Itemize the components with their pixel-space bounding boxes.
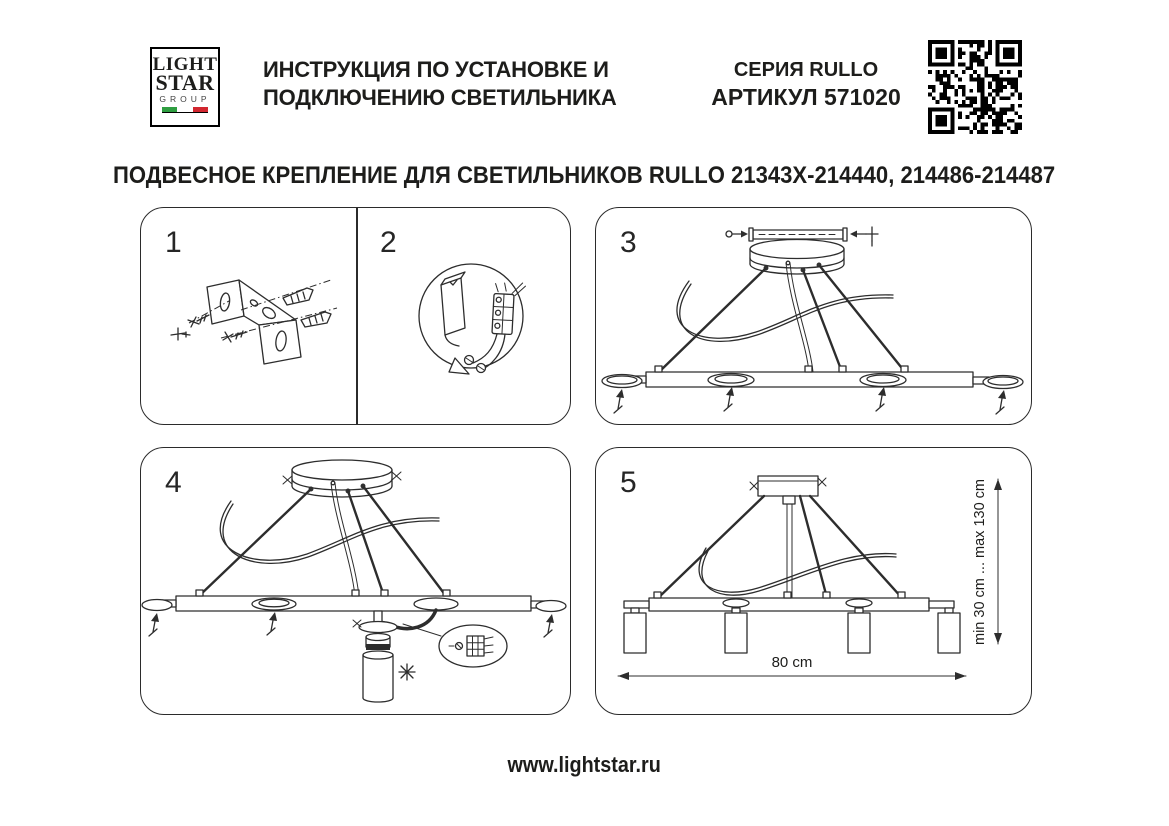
article-label: АРТИКУЛ 571020 — [711, 84, 901, 110]
screw-up-icon — [544, 614, 554, 637]
qr-code-icon — [928, 40, 1022, 134]
series-article-block — [700, 58, 912, 110]
footer — [0, 752, 1169, 778]
terminal-block-icon — [492, 282, 526, 336]
title-line-2: ПОДКЛЮЧЕНИЮ СВЕТИЛЬНИКА — [263, 85, 617, 110]
panel-step-3 — [595, 207, 1032, 425]
height-dimension-label: min 30 cm ... max 130 cm — [972, 479, 988, 645]
logo-group-text: GROUP — [159, 94, 211, 104]
screw-up-icon — [149, 613, 159, 636]
shade-attachment-diagram — [142, 460, 566, 702]
panel-step-5 — [595, 447, 1032, 715]
step-1-number: 1 — [165, 226, 182, 259]
logo-star-text: STAR — [155, 70, 215, 95]
screw-up-icon — [724, 387, 734, 411]
website-text: www.lightstar.ru — [507, 752, 662, 777]
wiring-detail-diagram — [419, 264, 526, 374]
step-3-number: 3 — [620, 226, 637, 259]
assembled-fixture-diagram — [618, 476, 1002, 680]
step-2-number: 2 — [380, 226, 397, 259]
step-5-number: 5 — [620, 466, 637, 499]
panel-step-4 — [140, 447, 571, 715]
suspension-mounting-diagram — [602, 227, 1023, 414]
screw-up-icon — [876, 387, 886, 411]
step-1-2-drawing — [141, 208, 572, 426]
screw-cross-icon — [399, 664, 415, 680]
wall-plug-icon — [301, 312, 331, 327]
screw-cross-icon — [171, 328, 190, 340]
screw-up-icon — [614, 389, 624, 413]
subtitle-text: ПОДВЕСНОЕ КРЕПЛЕНИЕ ДЛЯ СВЕТИЛЬНИКОВ RULLO 21343X-214440, 214486-214487 — [113, 162, 1056, 189]
screw-up-icon — [267, 612, 277, 635]
page-title — [263, 56, 617, 112]
italian-flag-stripe — [162, 107, 208, 113]
step-4-number: 4 — [165, 466, 182, 499]
step-3-drawing — [596, 208, 1030, 423]
title-line-1: ИНСТРУКЦИЯ ПО УСТАНОВКЕ И — [263, 57, 609, 82]
logo-light-text: LIGHT — [152, 54, 218, 75]
screw-up-icon — [996, 390, 1006, 414]
step-5-drawing — [596, 448, 1030, 713]
screw-cross-icon — [866, 227, 878, 246]
mounting-bracket-diagram — [171, 280, 337, 364]
lightstar-logo — [150, 47, 220, 127]
step-4-drawing — [141, 448, 569, 713]
subtitle-row — [0, 162, 1169, 190]
series-label: СЕРИЯ RULLO — [733, 59, 879, 81]
panel-step-1-2 — [140, 207, 571, 425]
screw-icon — [188, 315, 209, 327]
width-dimension-label: 80 cm — [771, 654, 813, 671]
